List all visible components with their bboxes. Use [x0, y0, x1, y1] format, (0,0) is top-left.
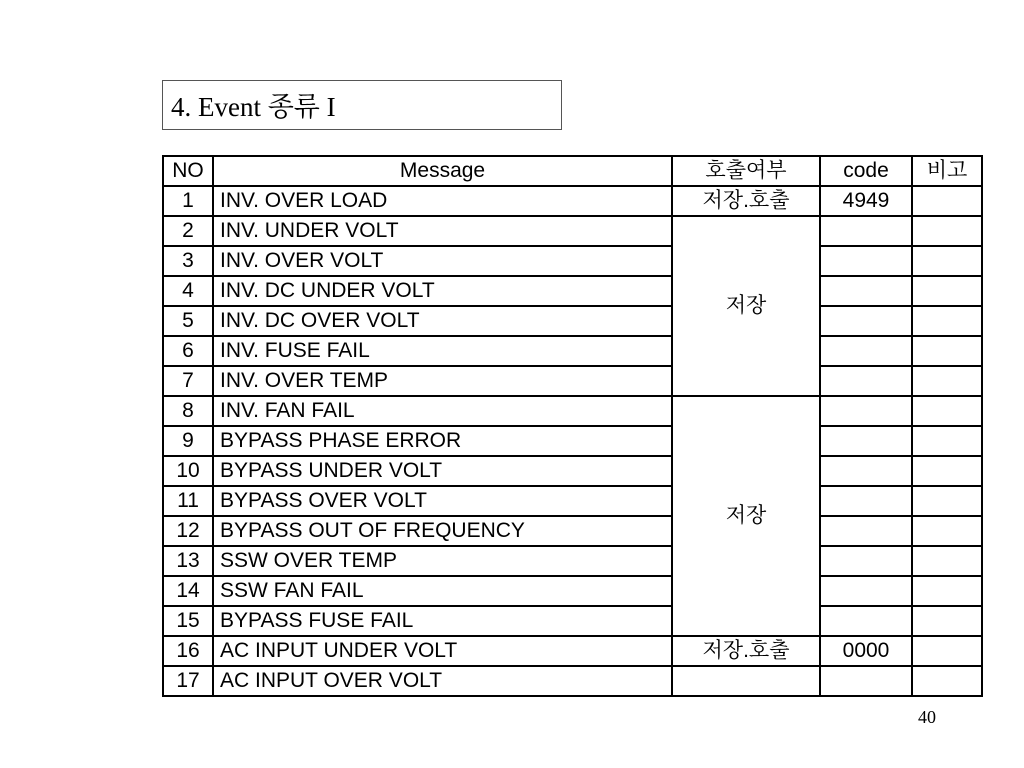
row-no: 11	[163, 486, 213, 516]
table-row	[163, 546, 982, 576]
row-code	[820, 516, 912, 546]
row-message: BYPASS OVER VOLT	[213, 486, 672, 516]
row-message: INV. FUSE FAIL	[213, 336, 672, 366]
table-row	[163, 186, 982, 216]
header-message: Message	[213, 156, 672, 186]
row-no: 9	[163, 426, 213, 456]
row-message: INV. OVER LOAD	[213, 186, 672, 216]
row-message: AC INPUT UNDER VOLT	[213, 636, 672, 666]
event-table	[162, 155, 983, 697]
row-note	[912, 426, 982, 456]
row-no: 6	[163, 336, 213, 366]
row-code: 0000	[820, 636, 912, 666]
row-no: 5	[163, 306, 213, 336]
row-code	[820, 396, 912, 426]
row-note	[912, 456, 982, 486]
row-call	[672, 666, 820, 696]
table-header-row	[163, 156, 982, 186]
row-no: 13	[163, 546, 213, 576]
row-code	[820, 306, 912, 336]
table-row	[163, 216, 982, 246]
row-no: 4	[163, 276, 213, 306]
row-code	[820, 486, 912, 516]
row-note	[912, 336, 982, 366]
row-message: BYPASS UNDER VOLT	[213, 456, 672, 486]
row-code	[820, 456, 912, 486]
table-row	[163, 306, 982, 336]
row-no: 2	[163, 216, 213, 246]
header-note: 비고	[912, 156, 982, 186]
table-row	[163, 336, 982, 366]
row-note	[912, 636, 982, 666]
row-code	[820, 666, 912, 696]
row-code	[820, 426, 912, 456]
table-row	[163, 486, 982, 516]
table-row	[163, 426, 982, 456]
row-no: 8	[163, 396, 213, 426]
row-no: 3	[163, 246, 213, 276]
table-row	[163, 366, 982, 396]
row-message: BYPASS FUSE FAIL	[213, 606, 672, 636]
row-no: 12	[163, 516, 213, 546]
row-code	[820, 606, 912, 636]
row-message: SSW OVER TEMP	[213, 546, 672, 576]
row-message: BYPASS OUT OF FREQUENCY	[213, 516, 672, 546]
table-row	[163, 666, 982, 696]
row-code	[820, 216, 912, 246]
row-message: INV. UNDER VOLT	[213, 216, 672, 246]
table-row	[163, 246, 982, 276]
row-note	[912, 546, 982, 576]
header-code: code	[820, 156, 912, 186]
row-note	[912, 276, 982, 306]
row-note	[912, 606, 982, 636]
row-message: AC INPUT OVER VOLT	[213, 666, 672, 696]
row-message: SSW FAN FAIL	[213, 576, 672, 606]
row-note	[912, 246, 982, 276]
row-note	[912, 216, 982, 246]
row-message: INV. FAN FAIL	[213, 396, 672, 426]
slide-title: 4. Event 종류 I	[162, 80, 562, 130]
row-no: 7	[163, 366, 213, 396]
row-code: 4949	[820, 186, 912, 216]
row-call: 저장.호출	[672, 186, 820, 216]
table-row	[163, 606, 982, 636]
row-code	[820, 276, 912, 306]
row-message: INV. DC OVER VOLT	[213, 306, 672, 336]
row-message: INV. DC UNDER VOLT	[213, 276, 672, 306]
row-no: 17	[163, 666, 213, 696]
row-note	[912, 486, 982, 516]
row-note	[912, 366, 982, 396]
row-code	[820, 366, 912, 396]
row-no: 15	[163, 606, 213, 636]
row-no: 10	[163, 456, 213, 486]
row-call: 저장.호출	[672, 636, 820, 666]
table-row	[163, 636, 982, 666]
row-code	[820, 246, 912, 276]
row-no: 16	[163, 636, 213, 666]
header-no: NO	[163, 156, 213, 186]
table-row	[163, 276, 982, 306]
row-call-merged-a: 저장	[672, 216, 820, 396]
row-note	[912, 576, 982, 606]
row-message: INV. OVER TEMP	[213, 366, 672, 396]
row-note	[912, 186, 982, 216]
page-number: 40	[918, 707, 936, 727]
header-call: 호출여부	[672, 156, 820, 186]
row-message: BYPASS PHASE ERROR	[213, 426, 672, 456]
table-row	[163, 456, 982, 486]
row-code	[820, 336, 912, 366]
row-note	[912, 396, 982, 426]
row-no: 1	[163, 186, 213, 216]
row-note	[912, 666, 982, 696]
row-call-merged-b: 저장	[672, 396, 820, 636]
row-note	[912, 306, 982, 336]
row-message: INV. OVER VOLT	[213, 246, 672, 276]
table-row	[163, 576, 982, 606]
table-row	[163, 396, 982, 426]
table-row	[163, 516, 982, 546]
row-code	[820, 576, 912, 606]
row-code	[820, 546, 912, 576]
row-no: 14	[163, 576, 213, 606]
row-note	[912, 516, 982, 546]
